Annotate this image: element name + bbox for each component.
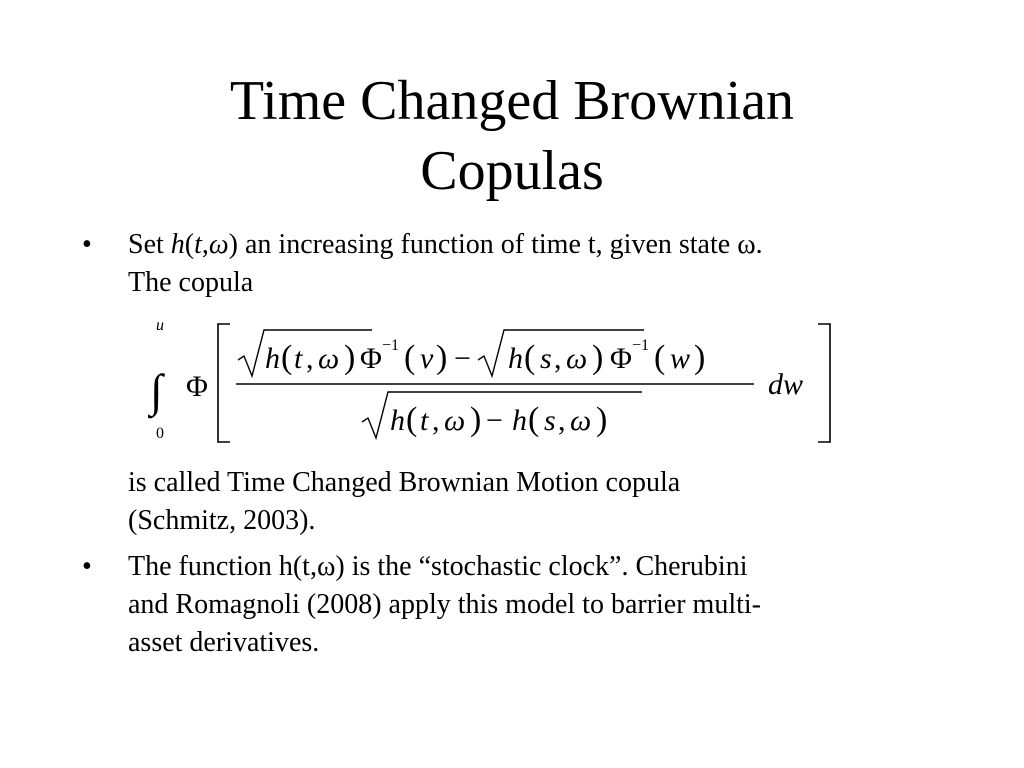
- svg-text:Φ: Φ: [360, 342, 382, 375]
- phi-symbol: Φ: [186, 370, 208, 403]
- svg-text:v: v: [420, 342, 434, 375]
- integral-sign: ∫: [150, 365, 163, 416]
- svg-text:): ): [592, 339, 604, 376]
- svg-text:h: h: [390, 404, 405, 437]
- bullet-item-2: [82, 548, 942, 662]
- bullet-1-prefix: Set: [128, 229, 171, 260]
- bullet-1-math-h: h: [170, 229, 185, 260]
- bullet-1-suffix: an increasing function of time t, given state ω.: [238, 229, 763, 260]
- formula-caption-line-2: (Schmitz, 2003).: [128, 505, 316, 536]
- differential: dw: [768, 368, 804, 401]
- integral-upper-limit: u: [156, 318, 164, 334]
- svg-text:): ): [596, 401, 608, 438]
- svg-text:ω: ω: [570, 404, 592, 437]
- bullet-1-math-close: ): [228, 229, 238, 260]
- svg-text:−: −: [454, 342, 471, 375]
- svg-text:ω: ω: [318, 342, 340, 375]
- svg-text:(: (: [528, 401, 540, 438]
- slide-title: [0, 66, 1024, 206]
- svg-text:,: ,: [554, 342, 562, 375]
- svg-text:(: (: [524, 339, 536, 376]
- svg-text:(: (: [404, 339, 416, 376]
- bullet-1-math-open: (: [184, 229, 195, 260]
- formula-caption-line-1: is called Time Changed Brownian Motion copula: [128, 467, 681, 498]
- svg-text:h: h: [512, 404, 527, 437]
- svg-text:,: ,: [558, 404, 566, 437]
- svg-text:,: ,: [306, 342, 314, 375]
- svg-text:−1: −1: [632, 337, 650, 354]
- right-bracket: [818, 324, 830, 442]
- bullet-1-math-t: t: [194, 229, 202, 260]
- svg-text:): ): [344, 339, 356, 376]
- svg-text:(: (: [406, 401, 418, 438]
- bullet-marker: •: [82, 229, 92, 260]
- svg-text:): ): [436, 339, 448, 376]
- svg-text:h: h: [265, 342, 280, 375]
- slide-title-line-1: Time Changed Brownian: [229, 70, 795, 132]
- copula-formula: [148, 318, 848, 448]
- svg-text:): ): [470, 401, 482, 438]
- bullet-2-line-2: and Romagnoli (2008) apply this model to barrier multi-: [128, 589, 761, 620]
- svg-text:s: s: [544, 404, 556, 437]
- bullet-item-1: [82, 226, 942, 302]
- slide-title-line-2: Copulas: [420, 140, 604, 202]
- svg-text:−1: −1: [382, 337, 400, 354]
- svg-text:,: ,: [432, 404, 440, 437]
- svg-text:): ): [694, 339, 706, 376]
- bullet-2-line-1: The function h(t,ω) is the “stochastic clock”. Cherubini: [128, 551, 748, 582]
- bullet-1-math-omega: ω: [208, 229, 229, 260]
- svg-text:h: h: [508, 342, 523, 375]
- left-bracket: [218, 324, 230, 442]
- svg-text:Φ: Φ: [610, 342, 632, 375]
- svg-text:ω: ω: [566, 342, 588, 375]
- svg-text:w: w: [670, 342, 691, 375]
- svg-text:ω: ω: [444, 404, 466, 437]
- svg-text:s: s: [540, 342, 552, 375]
- formula-caption: [128, 464, 680, 540]
- bullet-2-line-3: asset derivatives.: [128, 627, 320, 658]
- svg-text:(: (: [654, 339, 666, 376]
- svg-text:−: −: [486, 404, 503, 437]
- integral-lower-limit: 0: [156, 425, 164, 442]
- svg-text:t: t: [420, 404, 429, 437]
- svg-text:(: (: [281, 339, 293, 376]
- bullet-1-line-2: The copula: [128, 267, 254, 298]
- bullet-1-line-1: [128, 226, 942, 264]
- bullet-1-math-comma: ,: [201, 229, 209, 260]
- copula-formula-svg: [148, 318, 848, 448]
- bullet-marker: •: [82, 551, 92, 582]
- svg-text:t: t: [294, 342, 303, 375]
